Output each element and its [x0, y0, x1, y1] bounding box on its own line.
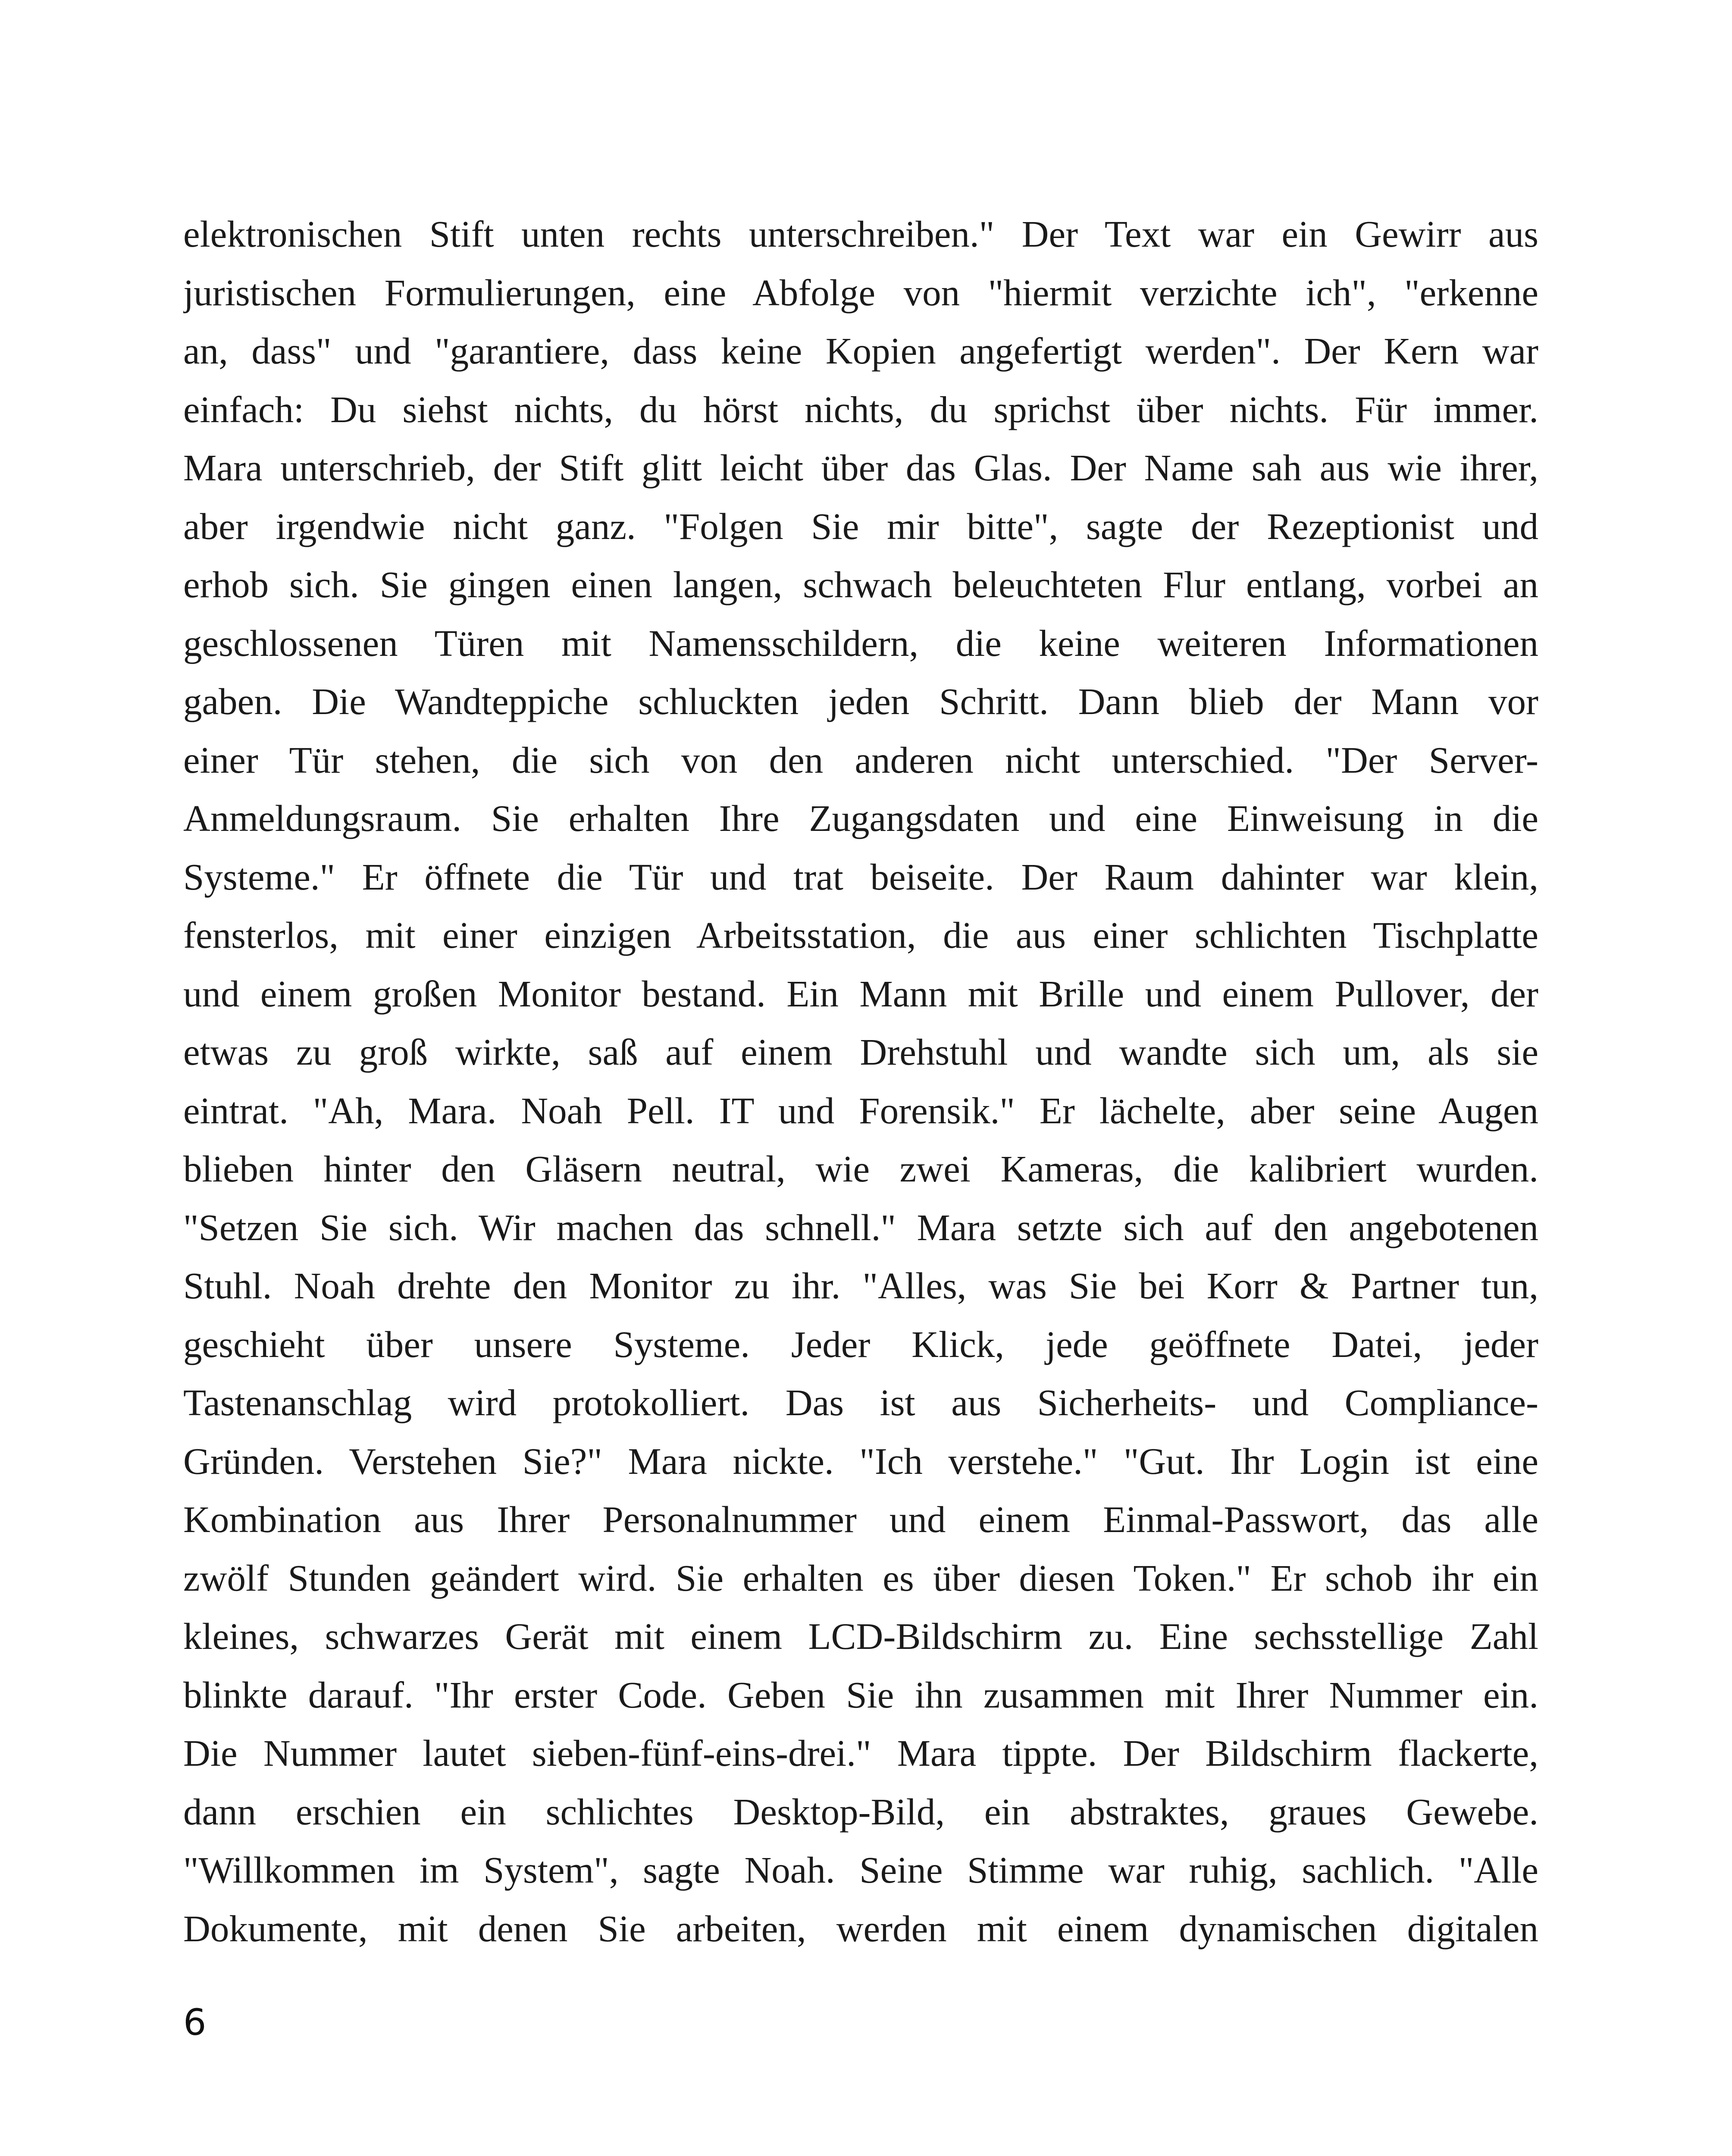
text-line: Dokumente, mit denen Sie arbeiten, werden mit einem dynamischen digitalen [183, 1907, 1538, 1949]
text-line: einer Tür stehen, die sich von den anderen nicht unterschied. "Der Server- [183, 739, 1538, 781]
text-line: blieben hinter den Gläsern neutral, wie zwei Kameras, die kalibriert wurden. [183, 1148, 1538, 1190]
text-line: kleines, schwarzes Gerät mit einem LCD-Bildschirm zu. Eine sechsstellige Zahl [183, 1615, 1538, 1657]
text-line: geschlossenen Türen mit Namensschildern, die keine weiteren Informationen [183, 622, 1538, 664]
text-line: und einem großen Monitor bestand. Ein Mann mit Brille und einem Pullover, der [183, 972, 1538, 1015]
text-line: Tastenanschlag wird protokolliert. Das ist aus Sicherheits- und Compliance- [183, 1382, 1538, 1423]
text-line: einfach: Du siehst nichts, du hörst nichts, du sprichst über nichts. Für immer. [183, 388, 1538, 430]
text-line: etwas zu groß wirkte, saß auf einem Drehstuhl und wandte sich um, als sie [183, 1031, 1538, 1073]
body-text [183, 205, 1538, 1958]
text-line: dann erschien ein schlichtes Desktop-Bild, ein abstraktes, graues Gewebe. [183, 1790, 1538, 1833]
text-line: erhob sich. Sie gingen einen langen, schwach beleuchteten Flur entlang, vorbei an [183, 564, 1538, 605]
text-line: geschieht über unsere Systeme. Jeder Klick, jede geöffnete Datei, jeder [183, 1323, 1538, 1365]
text-line: an, dass" und "garantiere, dass keine Kopien angefertigt werden". Der Kern war [183, 330, 1538, 372]
text-line: eintrat. "Ah, Mara. Noah Pell. IT und Forensik." Er lächelte, aber seine Augen [183, 1089, 1538, 1131]
text-line: Gründen. Verstehen Sie?" Mara nickte. "Ich verstehe." "Gut. Ihr Login ist eine [183, 1440, 1538, 1482]
text-line: gaben. Die Wandteppiche schluckten jeden Schritt. Dann blieb der Mann vor [183, 680, 1538, 722]
text-line: blinkte darauf. "Ihr erster Code. Geben Sie ihn zusammen mit Ihrer Nummer ein. [183, 1673, 1538, 1716]
text-line: Die Nummer lautet sieben-fünf-eins-drei." Mara tippte. Der Bildschirm flackerte, [183, 1732, 1538, 1774]
text-line: Systeme." Er öffnete die Tür und trat beiseite. Der Raum dahinter war klein, [183, 856, 1538, 898]
text-line: Kombination aus Ihrer Personalnummer und einem Einmal-Passwort, das alle [183, 1498, 1538, 1540]
text-line: fensterlos, mit einer einzigen Arbeitsstation, die aus einer schlichten Tischplatte [183, 914, 1538, 956]
text-line: zwölf Stunden geändert wird. Sie erhalten es über diesen Token." Er schob ihr ein [183, 1557, 1538, 1599]
text-line: aber irgendwie nicht ganz. "Folgen Sie mir bitte", sagte der Rezeptionist und [183, 505, 1538, 547]
text-line: juristischen Formulierungen, eine Abfolge von "hiermit verzichte ich", "erkenne [183, 271, 1538, 313]
text-line: Anmeldungsraum. Sie erhalten Ihre Zugangsdaten und eine Einweisung in die [183, 797, 1538, 839]
text-line: "Willkommen im System", sagte Noah. Seine Stimme war ruhig, sachlich. "Alle [183, 1849, 1538, 1891]
text-line: elektronischen Stift unten rechts unterschreiben." Der Text war ein Gewirr aus [183, 213, 1538, 255]
text-line: Stuhl. Noah drehte den Monitor zu ihr. "Alles, was Sie bei Korr & Partner tun, [183, 1265, 1538, 1307]
page-number: 6 [183, 2001, 207, 2043]
text-line: Mara unterschrieb, der Stift glitt leicht über das Glas. Der Name sah aus wie ihrer, [183, 447, 1538, 489]
text-line: "Setzen Sie sich. Wir machen das schnell." Mara setzte sich auf den angebotenen [183, 1206, 1538, 1248]
